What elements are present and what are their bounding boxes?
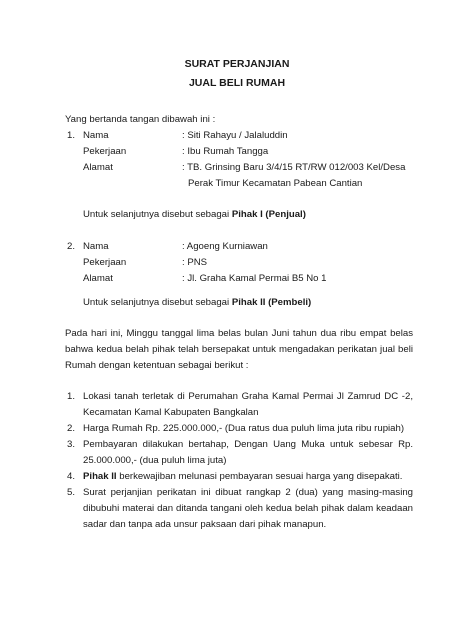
party1-name-value: : Siti Rahayu / Jalaluddin bbox=[182, 130, 288, 141]
party2-address-label: Alamat bbox=[83, 273, 113, 284]
term-5-line1: Surat perjanjian perikatan ini dibuat rangkap 2 (dua) yang masing-masing bbox=[83, 487, 413, 498]
party1-designation-role: Pihak I (Penjual) bbox=[231, 209, 306, 220]
term-number: 3. bbox=[67, 439, 76, 450]
party2-job-value: : PNS bbox=[182, 257, 208, 268]
party2-name-label: Nama bbox=[83, 241, 109, 252]
term-number: 2. bbox=[67, 423, 76, 434]
party2-number: 2. bbox=[67, 241, 76, 252]
term-3-line1: Pembayaran dilakukan bertahap, Dengan Uang Muka untuk sebesar Rp. bbox=[83, 439, 413, 450]
party2-designation bbox=[83, 296, 311, 309]
party2-designation-prefix: Untuk selanjutnya disebut sebagai bbox=[83, 297, 232, 308]
term-5-line2: dibubuhi materai dan ditanda tangani oleh kedua belah pihak dalam keadaan bbox=[83, 503, 413, 514]
term-number: 1. bbox=[67, 391, 76, 402]
party2-name-value: : Agoeng Kurniawan bbox=[182, 241, 268, 252]
term-number: 4. bbox=[67, 471, 76, 482]
document-title-line1: SURAT PERJANJIAN bbox=[184, 58, 290, 70]
agreement-paragraph-line2: bahwa kedua belah pihak telah bersepakat untuk mengadakan perikatan jual beli bbox=[65, 344, 413, 355]
term-2-line1: Harga Rumah Rp. 225.000.000,- (Dua ratus dua puluh lima juta ribu rupiah) bbox=[83, 423, 405, 434]
party1-address-cont: Perak Timur Kecamatan Pabean Cantian bbox=[188, 178, 363, 189]
party1-job-value: : Ibu Rumah Tangga bbox=[182, 146, 269, 157]
party2-designation-role: Pihak II (Pembeli) bbox=[231, 297, 312, 308]
term-1-line1: Lokasi tanah terletak di Perumahan Graha Kamal Permai Jl Zamrud DC -2, bbox=[83, 391, 413, 402]
term-3-line2: 25.000.000,- (dua puluh lima juta) bbox=[83, 455, 227, 466]
intro-text: Yang bertanda tangan dibawah ini : bbox=[65, 114, 216, 125]
term-5-line3: sadar dan tanpa ada unsur paksaan dari pihak manapun. bbox=[83, 519, 327, 530]
document-title-line2: JUAL BELI RUMAH bbox=[188, 77, 286, 89]
party1-name-label: Nama bbox=[83, 130, 109, 141]
agreement-paragraph-line3: Rumah dengan ketentuan sebagai berikut : bbox=[65, 360, 249, 371]
party2-job-label: Pekerjaan bbox=[83, 257, 127, 268]
agreement-paragraph-line1: Pada hari ini, Minggu tanggal lima belas bulan Juni tahun dua ribu empat belas bbox=[65, 328, 413, 339]
party1-address-label: Alamat bbox=[83, 162, 113, 173]
term-4-line1 bbox=[83, 470, 402, 483]
party1-address-value: : TB. Grinsing Baru 3/4/15 RT/RW 012/003 Kel/Desa bbox=[182, 162, 406, 173]
term-number: 5. bbox=[67, 487, 76, 498]
party2-address-value: : Jl. Graha Kamal Permai B5 No 1 bbox=[182, 273, 327, 284]
party1-job-label: Pekerjaan bbox=[83, 146, 127, 157]
term-4-bold: Pihak II bbox=[83, 471, 117, 482]
party1-designation bbox=[83, 208, 306, 221]
party1-designation-prefix: Untuk selanjutnya disebut sebagai bbox=[83, 209, 232, 220]
term-1-line2: Kecamatan Kamal Kabupaten Bangkalan bbox=[83, 407, 259, 418]
term-4-text: berkewajiban melunasi pembayaran sesuai harga yang disepakati. bbox=[116, 471, 403, 482]
party1-number: 1. bbox=[67, 130, 76, 141]
